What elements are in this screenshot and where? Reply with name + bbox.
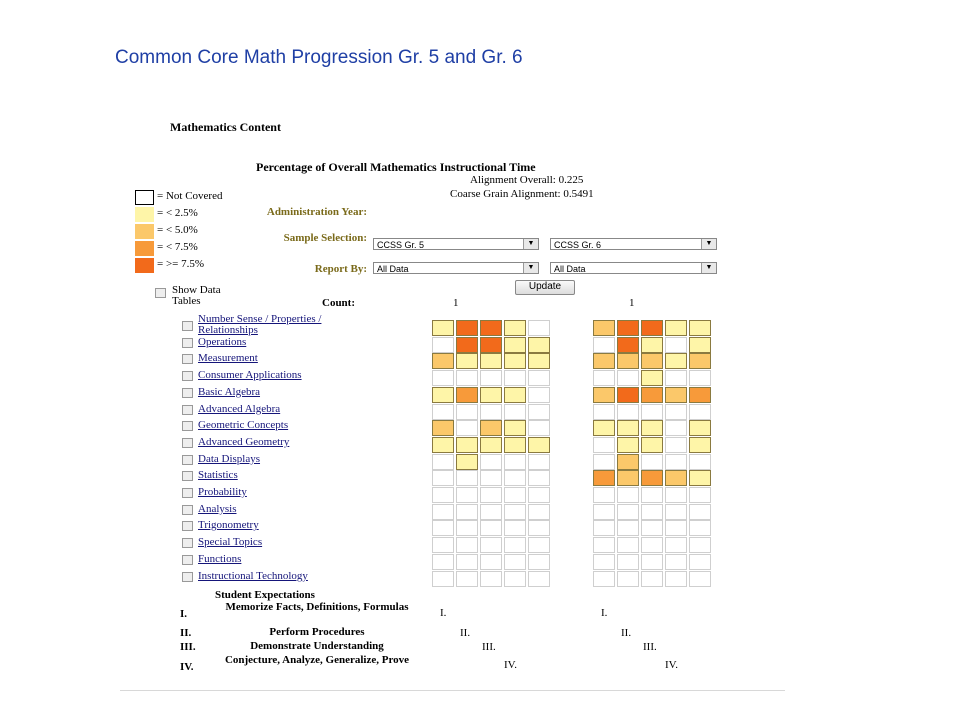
heatmap-cell <box>504 387 526 403</box>
legend-swatch <box>135 190 154 205</box>
heatmap-cell <box>456 470 478 486</box>
heatmap-cell <box>504 437 526 453</box>
grid-axis-label: IV. <box>665 659 678 671</box>
heatmap-cell <box>641 370 663 386</box>
topic-link[interactable]: Trigonometry <box>198 519 259 532</box>
heatmap-cell <box>665 571 687 587</box>
report-by-label: Report By: <box>314 263 367 275</box>
heatmap-cell <box>528 487 550 503</box>
heatmap-cell <box>528 504 550 520</box>
heatmap-cell <box>593 320 615 336</box>
heatmap-cell <box>641 420 663 436</box>
heatmap-cell <box>689 420 711 436</box>
topic-link[interactable]: Operations <box>198 335 247 348</box>
topic-checkbox[interactable] <box>182 371 193 381</box>
heatmap-cell <box>593 487 615 503</box>
heatmap-cell <box>528 404 550 420</box>
topic-link[interactable]: Measurement <box>198 352 258 365</box>
heatmap-cell <box>689 504 711 520</box>
heatmap-cell <box>456 404 478 420</box>
expectation-label: Demonstrate Understanding <box>250 640 384 652</box>
heatmap-cell <box>593 337 615 353</box>
topic-checkbox[interactable] <box>182 455 193 465</box>
legend-label: = < 7.5% <box>157 241 198 253</box>
heatmap-cell <box>456 504 478 520</box>
heatmap-cell <box>432 487 454 503</box>
heatmap-cell <box>432 454 454 470</box>
legend-swatch <box>135 224 154 239</box>
topic-link[interactable]: Consumer Applications <box>198 369 302 382</box>
heatmap-cell <box>432 537 454 553</box>
heatmap-cell <box>504 470 526 486</box>
topic-checkbox[interactable] <box>182 338 193 348</box>
heatmap-cell <box>456 437 478 453</box>
legend-label: = < 2.5% <box>157 207 198 219</box>
heatmap-cell <box>617 470 639 486</box>
heatmap-cell <box>593 554 615 570</box>
heatmap-cell <box>504 537 526 553</box>
section-heading: Mathematics Content <box>170 120 281 134</box>
report-select-left-value: All Data <box>377 264 409 274</box>
heatmap-cell <box>456 537 478 553</box>
heatmap-cell <box>641 504 663 520</box>
heatmap-cell <box>432 554 454 570</box>
heatmap-cell <box>504 337 526 353</box>
grid-axis-label: III. <box>482 641 496 653</box>
legend-label: = >= 7.5% <box>157 258 205 270</box>
topic-checkbox[interactable] <box>182 488 193 498</box>
heatmap-cell <box>617 370 639 386</box>
heatmap-cell <box>504 554 526 570</box>
heatmap-cell <box>528 353 550 369</box>
sample-select-right[interactable] <box>550 238 717 250</box>
heatmap-cell <box>617 504 639 520</box>
heatmap-cell <box>617 571 639 587</box>
heatmap-cell <box>617 554 639 570</box>
chevron-down-icon: ▼ <box>701 263 716 273</box>
heatmap-cell <box>665 420 687 436</box>
topic-checkbox[interactable] <box>182 421 193 431</box>
heatmap-cell <box>617 520 639 536</box>
report-select-right[interactable] <box>550 262 717 274</box>
sample-select-right-value: CCSS Gr. 6 <box>554 240 602 250</box>
heatmap-cell <box>432 387 454 403</box>
expectation-label: Memorize Facts, Definitions, Formulas <box>225 601 409 613</box>
topic-checkbox[interactable] <box>182 388 193 398</box>
count-left: 1 <box>453 297 459 309</box>
heatmap-cell <box>689 571 711 587</box>
chevron-down-icon: ▼ <box>523 239 538 249</box>
heatmap-cell <box>593 387 615 403</box>
heatmap-cell <box>480 554 502 570</box>
admin-year-label: Administration Year: <box>266 206 367 218</box>
heatmap-cell <box>432 370 454 386</box>
topic-link[interactable]: Basic Algebra <box>198 385 261 398</box>
topic-link[interactable]: Number Sense / Properties / Relationships <box>198 313 322 336</box>
topic-link[interactable]: Analysis <box>198 502 237 515</box>
legend-swatch <box>135 207 154 222</box>
expectation-numeral: II. <box>180 627 192 639</box>
heatmap-cell <box>665 404 687 420</box>
heatmap-cell <box>528 554 550 570</box>
heatmap-cell <box>504 454 526 470</box>
heatmap-cell <box>480 320 502 336</box>
slide-title: Common Core Math Progression Gr. 5 and Gr. 6 <box>115 47 523 68</box>
heatmap-cell <box>528 387 550 403</box>
topic-link[interactable]: Probability <box>198 486 247 498</box>
heatmap-cell <box>689 337 711 353</box>
heatmap-cell <box>456 554 478 570</box>
heatmap-cell <box>456 520 478 536</box>
heatmap-cell <box>641 387 663 403</box>
heatmap-cell <box>641 337 663 353</box>
heatmap-cell <box>617 420 639 436</box>
topic-link[interactable]: Advanced Algebra <box>198 402 281 415</box>
heatmap-cell <box>593 537 615 553</box>
grid-axis-label: II. <box>460 627 471 639</box>
heatmap-cell <box>456 320 478 336</box>
show-data-label: Show Data Tables <box>172 284 221 307</box>
topic-link[interactable]: Instructional Technology <box>198 569 308 582</box>
heatmap-cell <box>593 571 615 587</box>
heatmap-cell <box>689 353 711 369</box>
heatmap-cell <box>432 437 454 453</box>
heatmap-cell <box>689 537 711 553</box>
heatmap-cell <box>665 337 687 353</box>
heatmap-cell <box>689 404 711 420</box>
heatmap-cell <box>504 504 526 520</box>
topic-link[interactable]: Data Displays <box>198 452 261 465</box>
report-select-left[interactable] <box>373 262 539 274</box>
count-label: Count: <box>322 297 356 309</box>
heatmap-cell <box>456 571 478 587</box>
heatmap-cell <box>689 320 711 336</box>
legend-swatch <box>135 258 154 273</box>
heatmap-cell <box>617 320 639 336</box>
heatmap-cell <box>617 437 639 453</box>
heatmap-cell <box>665 353 687 369</box>
chevron-down-icon: ▼ <box>701 239 716 249</box>
heatmap-cell <box>456 337 478 353</box>
heatmap-cell <box>432 470 454 486</box>
topic-checkbox[interactable] <box>182 471 193 481</box>
heatmap-cell <box>689 554 711 570</box>
heatmap-cell <box>593 370 615 386</box>
sample-select-left-value: CCSS Gr. 5 <box>377 240 425 250</box>
heatmap-cell <box>665 387 687 403</box>
heatmap-cell <box>480 504 502 520</box>
heatmap-cell <box>665 370 687 386</box>
heatmap-cell <box>480 404 502 420</box>
topic-link[interactable]: Advanced Geometry <box>198 435 290 448</box>
heatmap-cell <box>528 320 550 336</box>
heatmap-cell <box>456 370 478 386</box>
heatmap-cell <box>665 437 687 453</box>
heatmap-cell <box>593 437 615 453</box>
heatmap-cell <box>641 537 663 553</box>
heatmap-cell <box>593 404 615 420</box>
heatmap-cell <box>480 437 502 453</box>
heatmap-cell <box>456 353 478 369</box>
heatmap-cell <box>593 520 615 536</box>
heatmap-cell <box>665 470 687 486</box>
heatmap-cell <box>528 470 550 486</box>
heatmap-cell <box>456 420 478 436</box>
grid-axis-label: I. <box>440 607 447 619</box>
heatmap-cell <box>617 387 639 403</box>
heatmap-cell <box>528 454 550 470</box>
heatmap-cell <box>432 320 454 336</box>
heatmap-cell <box>480 420 502 436</box>
topic-checkbox[interactable] <box>182 438 193 448</box>
heatmap-cell <box>432 353 454 369</box>
heatmap-cell <box>617 337 639 353</box>
expectation-label: Conjecture, Analyze, Generalize, Prove <box>224 654 410 666</box>
expectations-heading: Student Expectations <box>215 589 315 601</box>
heatmap-cell <box>689 387 711 403</box>
heatmap-cell <box>641 454 663 470</box>
heatmap-cell <box>689 470 711 486</box>
topic-link[interactable]: Geometric Concepts <box>198 419 289 432</box>
heatmap-cell <box>432 520 454 536</box>
grid-axis-label: III. <box>643 641 657 653</box>
heatmap-cell <box>665 504 687 520</box>
report-select-right-value: All Data <box>554 264 586 274</box>
grid-axis-label: I. <box>601 607 608 619</box>
heatmap-cell <box>504 520 526 536</box>
heatmap-cell <box>528 520 550 536</box>
chart-title: Percentage of Overall Mathematics Instructional Time <box>256 160 536 174</box>
heatmap-cell <box>504 353 526 369</box>
bottom-divider <box>120 690 785 691</box>
heatmap-cell <box>480 487 502 503</box>
heatmap-cell <box>665 537 687 553</box>
topic-checkbox[interactable] <box>182 555 193 565</box>
legend-swatch <box>135 241 154 256</box>
topic-checkbox[interactable] <box>182 354 193 364</box>
heatmap-cell <box>528 571 550 587</box>
heatmap-cell <box>432 420 454 436</box>
heatmap-cell <box>504 420 526 436</box>
heatmap-cell <box>593 454 615 470</box>
heatmap-cell <box>617 487 639 503</box>
heatmap-cell <box>456 487 478 503</box>
topic-checkbox[interactable] <box>182 538 193 548</box>
heatmap-cell <box>528 537 550 553</box>
heatmap-cell <box>641 437 663 453</box>
count-right: 1 <box>629 297 635 309</box>
heatmap-cell <box>480 571 502 587</box>
topic-link[interactable]: Statistics <box>198 469 238 482</box>
topic-checkbox[interactable] <box>182 521 193 531</box>
heatmap-cell <box>641 571 663 587</box>
heatmap-cell <box>641 404 663 420</box>
heatmap-cell <box>689 487 711 503</box>
heatmap-cell <box>480 337 502 353</box>
heatmap-cell <box>528 370 550 386</box>
heatmap-cell <box>504 487 526 503</box>
legend-label: = < 5.0% <box>157 224 198 236</box>
heatmap-cell <box>665 487 687 503</box>
topic-checkbox[interactable] <box>182 505 193 515</box>
heatmap-cell <box>593 420 615 436</box>
heatmap-cell <box>504 370 526 386</box>
heatmap-cell <box>593 470 615 486</box>
heatmap-cell <box>665 520 687 536</box>
expectation-numeral: IV. <box>180 661 194 673</box>
expectation-numeral: III. <box>180 641 196 653</box>
sample-select-left[interactable] <box>373 238 539 250</box>
grid-axis-label: II. <box>621 627 632 639</box>
heatmap-cell <box>528 420 550 436</box>
heatmap-cell <box>432 404 454 420</box>
show-data-checkbox[interactable] <box>155 288 166 298</box>
heatmap-cell <box>665 320 687 336</box>
grid-axis-label: IV. <box>504 659 517 671</box>
expectation-label: Perform Procedures <box>269 626 365 638</box>
topic-checkbox[interactable] <box>182 321 193 331</box>
heatmap-cell <box>641 353 663 369</box>
heatmap-cell <box>593 504 615 520</box>
topic-checkbox[interactable] <box>182 572 193 582</box>
expectation-numeral: I. <box>180 608 188 620</box>
heatmap-cell <box>432 504 454 520</box>
topic-checkbox[interactable] <box>182 405 193 415</box>
heatmap-cell <box>480 454 502 470</box>
heatmap-cell <box>641 470 663 486</box>
heatmap-cell <box>480 387 502 403</box>
heatmap-cell <box>480 353 502 369</box>
alignment-overall: Alignment Overall: 0.225 <box>470 174 584 186</box>
heatmap-cell <box>641 320 663 336</box>
heatmap-cell <box>456 454 478 470</box>
heatmap-cell <box>641 520 663 536</box>
sample-selection-label: Sample Selection: <box>283 232 367 244</box>
heatmap-cell <box>617 454 639 470</box>
heatmap-cell <box>593 353 615 369</box>
chevron-down-icon: ▼ <box>523 263 538 273</box>
coarse-grain-alignment: Coarse Grain Alignment: 0.5491 <box>450 188 594 200</box>
heatmap-cell <box>617 353 639 369</box>
heatmap-cell <box>617 537 639 553</box>
heatmap-cell <box>456 387 478 403</box>
heatmap-cell <box>689 520 711 536</box>
heatmap-cell <box>504 404 526 420</box>
heatmap-cell <box>665 454 687 470</box>
heatmap-cell <box>480 537 502 553</box>
heatmap-cell <box>617 404 639 420</box>
heatmap-cell <box>641 554 663 570</box>
heatmap-cell <box>689 437 711 453</box>
update-button[interactable]: Update <box>515 280 575 295</box>
heatmap-cell <box>480 520 502 536</box>
heatmap-cell <box>689 454 711 470</box>
heatmap-cell <box>528 437 550 453</box>
heatmap-cell <box>665 554 687 570</box>
heatmap-cell <box>432 571 454 587</box>
heatmap-cell <box>504 571 526 587</box>
heatmap-cell <box>504 320 526 336</box>
heatmap-cell <box>480 370 502 386</box>
heatmap-cell <box>689 370 711 386</box>
heatmap-cell <box>641 487 663 503</box>
legend-label: = Not Covered <box>157 190 223 202</box>
heatmap-cell <box>432 337 454 353</box>
topic-link[interactable]: Special Topics <box>198 536 263 549</box>
heatmap-cell <box>480 470 502 486</box>
heatmap-cell <box>528 337 550 353</box>
topic-link[interactable]: Functions <box>198 552 242 565</box>
